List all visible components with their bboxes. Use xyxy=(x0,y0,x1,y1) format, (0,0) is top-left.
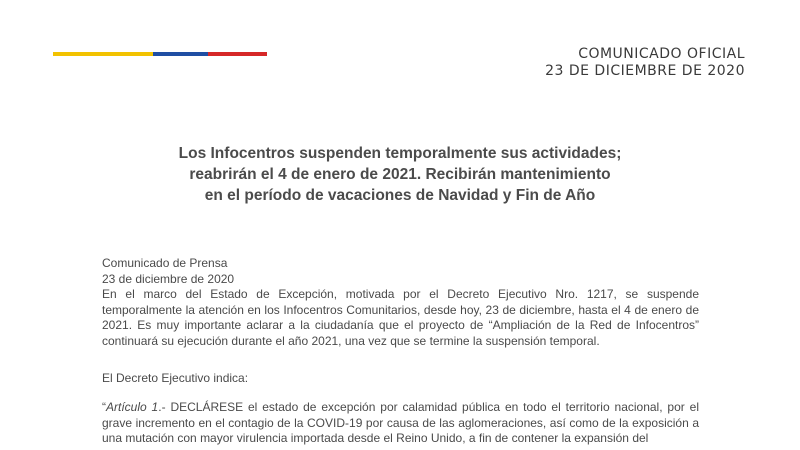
headline-line-2: reabrirán el 4 de enero de 2021. Recibirán mantenimiento xyxy=(189,166,611,183)
quote-article-label: Artículo 1 xyxy=(106,400,159,414)
document-date: 23 DE DICIEMBRE DE 2020 xyxy=(545,63,745,79)
flag-stripe-red xyxy=(208,52,267,56)
flag-stripe-blue xyxy=(153,52,208,56)
decree-quote xyxy=(102,400,699,447)
quote-text: .- DECLÁRESE el estado de excepción por calamidad pública en todo el territorio nacional, por el grave incremento en el contagio de la COVID-19 por causa de las aglomeraciones, así como de la exposición a una mutación con mayor virulencia importada desde el Reino Unido, a fin de contener la expansión del xyxy=(102,400,699,445)
press-date: 23 de diciembre de 2020 xyxy=(102,271,235,286)
flag-stripe-yellow xyxy=(53,52,153,56)
press-label: Comunicado de Prensa xyxy=(102,256,228,270)
flag-color-stripe xyxy=(53,52,267,56)
decree-intro-block xyxy=(102,371,699,387)
document-header xyxy=(545,46,745,80)
headline-line-3: en el período de vacaciones de Navidad y Fin de Año xyxy=(204,187,596,204)
document-type-title: COMUNICADO OFICIAL xyxy=(578,46,745,62)
decree-intro: El Decreto Ejecutivo indica: xyxy=(102,371,249,385)
headline xyxy=(0,143,800,206)
quote-open-mark: “ xyxy=(102,400,106,414)
body-paragraph-1: En el marco del Estado de Excepción, motivada por el Decreto Ejecutivo Nro. 1217, se suspende temporalmente la atención en los Infocentros Comunitarios, desde hoy, 23 de diciembre, hasta el 4 de enero de 2021. Es muy importante aclarar a la ciudadanía que el proyecto de “Ampliación de la Red de Infocentros” continuará su ejecución durante el año 2021, una vez que se termine la suspensión temporal. xyxy=(102,287,699,348)
headline-line-1: Los Infocentros suspenden temporalmente sus actividades; xyxy=(178,145,622,162)
press-release-block xyxy=(102,256,699,349)
